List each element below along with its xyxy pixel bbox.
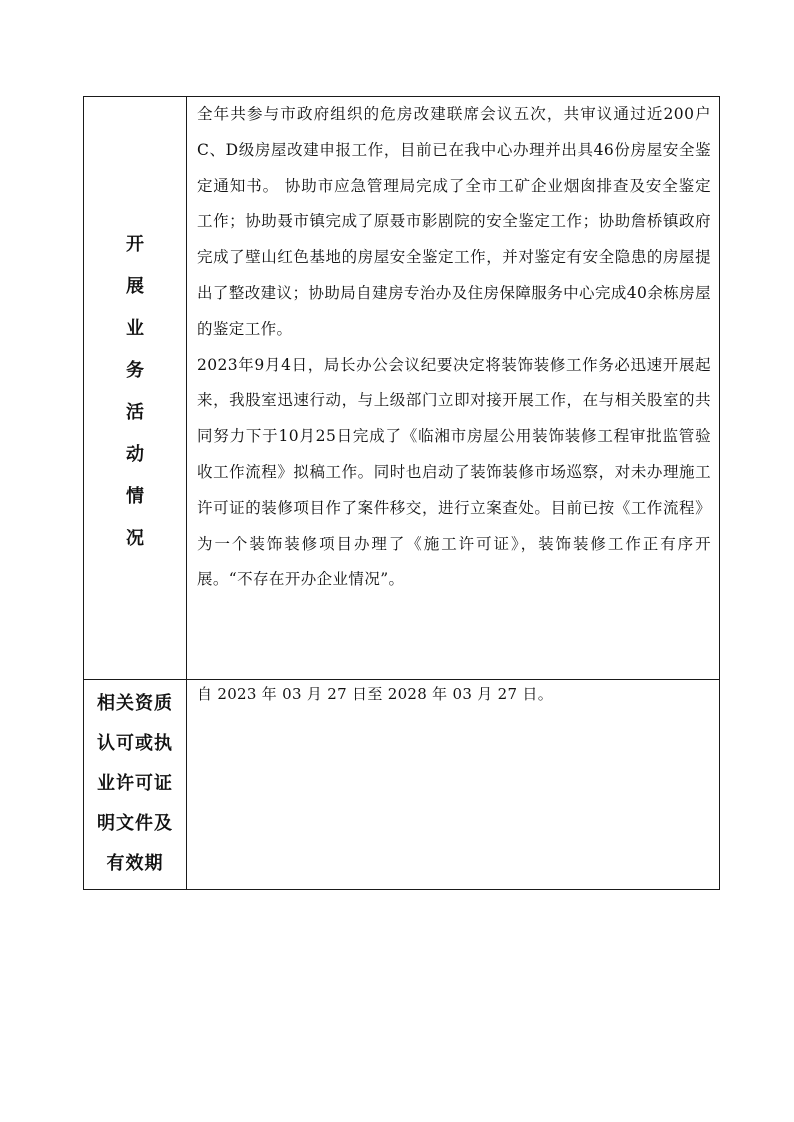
activity-label-char: 业 <box>126 318 144 339</box>
activity-text <box>187 97 719 598</box>
license-label-cell <box>84 680 187 890</box>
license-label-line: 明文件及 <box>97 813 173 834</box>
report-table <box>83 96 720 890</box>
license-label-line: 有效期 <box>106 853 164 874</box>
license-label-line: 业许可证 <box>97 773 173 794</box>
license-row <box>84 680 720 890</box>
license-label-line: 认可或执 <box>97 733 173 754</box>
license-label-line: 相关资质 <box>97 693 173 714</box>
activity-label <box>84 97 186 683</box>
activity-content-cell <box>187 97 720 680</box>
activity-label-char: 务 <box>126 360 144 381</box>
activity-paragraph: 2023年9月4日，局长办公会议纪要决定将装饰装修工作务必迅速开展起来，我股室迅速行动，与上级部门立即对接开展工作，在与相关股室的共同努力下于10月25日完成了《临湘市房屋公用装饰装修工程审批监管验收工作流程》拟稿工作。同时也启动了装饰装修市场巡察，对未办理施工许可证的装修项目作了案件移交，进行立案查处。目前已按《工作流程》为一个装饰装修项目办理了《施工许可证》，装饰装修工作正有序开展。“不存在开办企业情况”。 <box>197 355 711 589</box>
license-label <box>84 680 186 884</box>
activity-label-cell <box>84 97 187 680</box>
activity-row <box>84 97 720 680</box>
activity-label-char: 情 <box>126 486 144 507</box>
activity-label-char: 开 <box>126 234 144 255</box>
license-content-cell <box>187 680 720 890</box>
activity-paragraph: 全年共参与市政府组织的危房改建联席会议五次，共审议通过近200户C、D级房屋改建申报工作，目前已在我中心办理并出具46份房屋安全鉴定通知书。 协助市应急管理局完成了全市工矿企业烟囱排查及安全鉴定工作；协助聂市镇完成了原聂市影剧院的安全鉴定工作；协助詹桥镇政府完成了壁山红色基地的房屋安全鉴定工作，并对鉴定有安全隐患的房屋提出了整改建议；协助局自建房专治办及住房保障服务中心完成40余栋房屋的鉴定工作。 <box>197 105 711 338</box>
activity-label-char: 展 <box>126 276 144 297</box>
activity-label-char: 况 <box>126 528 144 549</box>
activity-label-char: 动 <box>126 444 144 465</box>
activity-label-char: 活 <box>126 402 144 423</box>
license-validity: 自 2023 年 03 月 27 日至 2028 年 03 月 27 日。 <box>197 685 554 703</box>
